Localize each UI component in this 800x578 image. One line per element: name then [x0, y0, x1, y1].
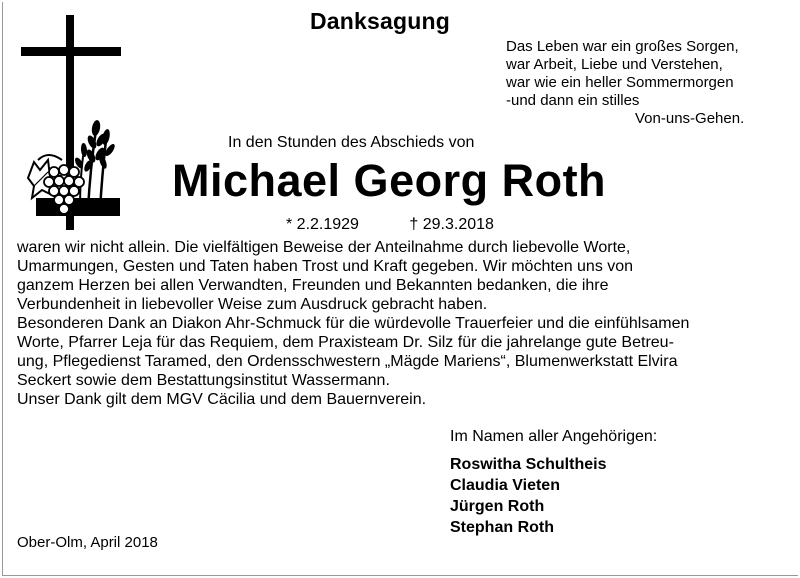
body-line: waren wir nicht allein. Die vielfältigen Beweise der Anteilnahme durch liebevolle Worte,	[17, 239, 631, 256]
thanks-body	[17, 238, 787, 409]
body-line: Besonderen Dank an Diakon Ahr-Schmuck für die würdevolle Trauerfeier und die einfühlsamen	[17, 315, 690, 332]
poem-line: war wie ein heller Sommermorgen	[506, 74, 734, 91]
memorial-poem	[506, 38, 766, 128]
body-line: Umarmungen, Gesten und Taten haben Trost und Kraft gegeben. Wir möchten uns von	[17, 258, 634, 275]
poem-line: Von-uns-Gehen.	[635, 110, 745, 127]
poem-line: Das Leben war ein großes Sorgen,	[506, 38, 739, 55]
notice-heading: Danksagung	[309, 8, 451, 34]
body-line: ung, Pflegedienst Taramed, den Ordensschwestern „Mägde Mariens“, Blumenwerkstatt Elvira	[17, 353, 678, 370]
place-and-date: Ober-Olm, April 2018	[17, 534, 158, 551]
body-line: Seckert sowie dem Bestattungsinstitut Wassermann.	[17, 372, 390, 389]
body-line: Unser Dank gilt dem MGV Cäcilia und dem Bauernverein.	[17, 391, 427, 408]
signer-name: Claudia Vieten	[450, 477, 560, 494]
birth-date: * 2.2.1929	[286, 216, 359, 233]
body-line: Worte, Pfarrer Leja für das Requiem, dem Praxisteam Dr. Silz für die jahrelange gute Betreu-	[17, 334, 674, 351]
cross-with-grapes-and-wheat-icon	[18, 10, 130, 236]
signers-list	[450, 454, 606, 538]
signer-name: Jürgen Roth	[450, 498, 545, 515]
signoff-text: Im Namen aller Angehörigen:	[450, 428, 658, 445]
death-date: † 29.3.2018	[409, 216, 494, 233]
body-line: Verbundenheit in liebevoller Weise zum Ausdruck gebracht haben.	[17, 296, 488, 313]
life-dates	[286, 216, 494, 234]
intro-text: In den Stunden des Abschieds von	[228, 134, 475, 151]
poem-line: war Arbeit, Liebe und Verstehen,	[506, 56, 723, 73]
signer-name: Roswitha Schultheis	[450, 456, 607, 473]
body-line: ganzem Herzen bei allen Verwandten, Freunden und Bekannten bedanken, die ihre	[17, 277, 609, 294]
deceased-name: Michael Georg Roth	[172, 155, 607, 206]
poem-line: -und dann ein stilles	[506, 92, 640, 109]
signer-name: Stephan Roth	[450, 519, 554, 536]
